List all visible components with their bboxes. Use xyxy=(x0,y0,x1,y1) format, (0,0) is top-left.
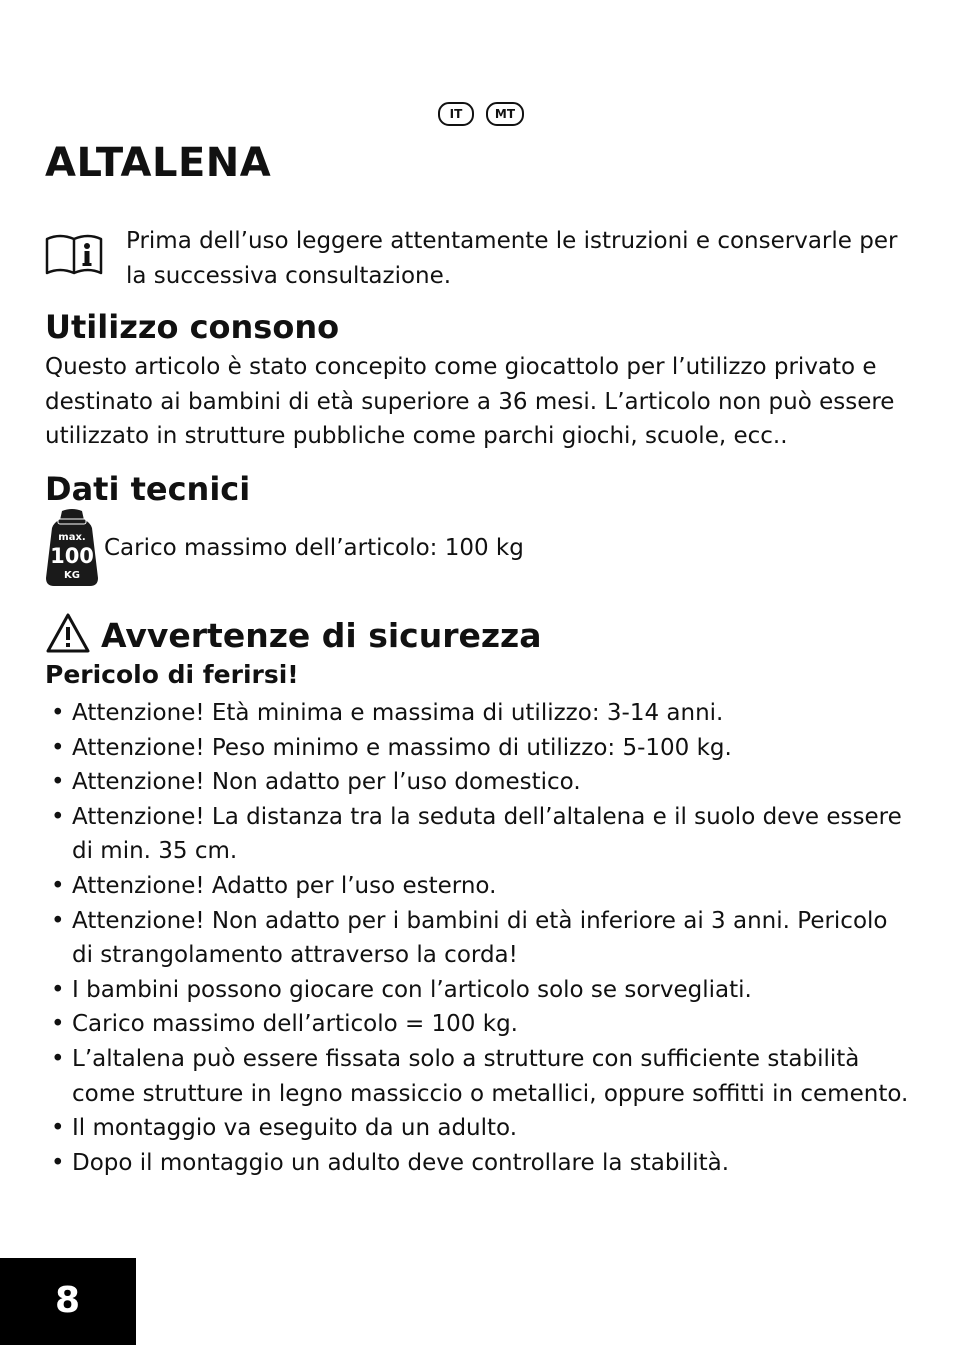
page-title: ALTALENA xyxy=(45,140,272,186)
max-load-text: Carico massimo dell’articolo: 100 kg xyxy=(104,535,524,561)
safety-bullet-list xyxy=(45,696,915,1180)
heading-utilizzo-consono: Utilizzo consono xyxy=(45,308,340,346)
subheading-pericolo: Pericolo di ferirsi! xyxy=(45,660,299,689)
page-number: 8 xyxy=(55,1280,81,1321)
heading-avvertenze: Avvertenze di sicurezza xyxy=(101,615,542,655)
list-item: • L’altalena può essere fissata solo a strutture con sufficiente stabilità come strutture in legno massiccio o metallici, oppure soffitti in cemento. xyxy=(51,1045,909,1107)
list-item: • Carico massimo dell’articolo = 100 kg. xyxy=(51,1011,518,1038)
utilizzo-text: Questo articolo è stato concepito come giocattolo per l’utilizzo privato e destinato ai bambini di età superiore a 36 mesi. L’articolo non può essere utilizzato in strutture pubbliche come parchi giochi, scuole, ecc.. xyxy=(45,354,895,449)
instruction-book-icon xyxy=(45,233,103,281)
language-badges xyxy=(438,102,524,126)
list-item: • Attenzione! La distanza tra la seduta dell’altalena e il suolo deve essere di min. 35 cm. xyxy=(51,803,902,865)
list-item: • Attenzione! Età minima e massima di utilizzo: 3-14 anni. xyxy=(51,700,724,726)
weight-icon-value: 100 xyxy=(50,544,94,568)
language-badge-it: IT xyxy=(438,102,474,126)
list-item: • I bambini possono giocare con l’articolo solo se sorvegliati. xyxy=(51,976,752,1003)
list-item: • Dopo il montaggio un adulto deve controllare la stabilità. xyxy=(51,1149,730,1176)
list-item: • Attenzione! Adatto per l’uso esterno. xyxy=(51,872,497,899)
warning-triangle-icon xyxy=(45,612,91,658)
language-badge-mt: MT xyxy=(486,102,524,126)
max-weight-icon xyxy=(45,508,99,592)
list-item: • Attenzione! Non adatto per i bambini di età inferiore ai 3 anni. Pericolo di strangolamento attraverso la corda! xyxy=(51,907,888,969)
heading-dati-tecnici: Dati tecnici xyxy=(45,470,251,508)
list-item: • Il montaggio va eseguito da un adulto. xyxy=(51,1115,518,1142)
list-item: • Attenzione! Non adatto per l’uso domestico. xyxy=(51,769,581,796)
intro-text: Prima dell’uso leggere attentamente le istruzioni e conservarle per la successiva consultazione. xyxy=(126,228,898,289)
list-item: • Attenzione! Peso minimo e massimo di utilizzo: 5-100 kg. xyxy=(51,734,732,761)
weight-icon-max-label: max. xyxy=(58,532,86,543)
safety-heading xyxy=(45,612,542,658)
weight-icon-unit: KG xyxy=(64,570,80,581)
